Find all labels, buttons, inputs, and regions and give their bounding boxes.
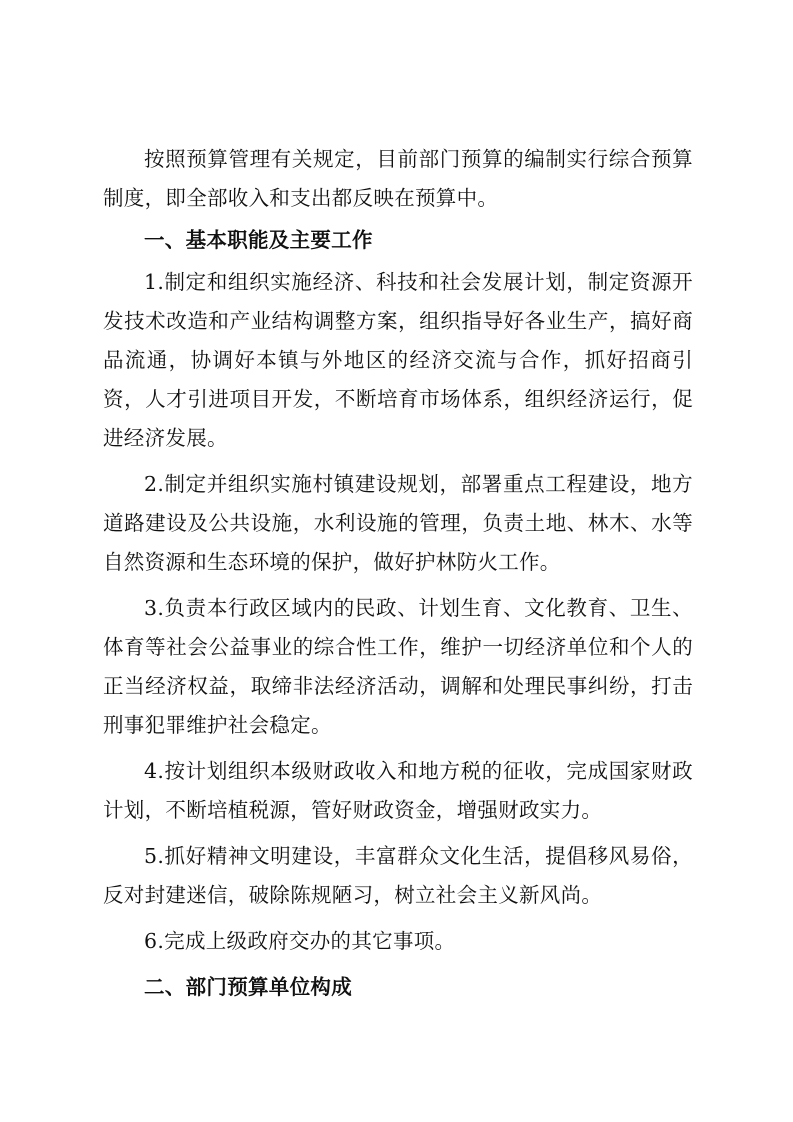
function-item-4: 4.按计划组织本级财政收入和地方税的征收，完成国家财政计划，不断培植税源，管好财政资金，增强财政实力。 <box>103 759 693 822</box>
function-item-3: 3.负责本行政区域内的民政、计划生育、文化教育、卫生、体育等社会公益事业的综合性工作，维护一切经济单位和个人的正当经济权益，取缔非法经济活动，调解和处理民事纠纷，打击刑事犯罪维护社会稳定。 <box>103 596 693 737</box>
function-item-1: 1.制定和组织实施经济、科技和社会发展计划，制定资源开发技术改造和产业结构调整方案，组织指导好各业生产，搞好商品流通，协调好本镇与外地区的经济交流与合作，抓好招商引资，人才引进项目开发，不断培育市场体系，组织经济运行，促进经济发展。 <box>103 270 693 450</box>
section-heading-basic-functions: 一、基本职能及主要工作 <box>144 228 373 252</box>
document-body <box>103 140 693 1007</box>
function-item-5: 5.抓好精神文明建设，丰富群众文化生活，提倡移风易俗，反对封建迷信，破除陈规陋习，树立社会主义新风尚。 <box>103 844 693 907</box>
function-item-6: 6.完成上级政府交办的其它事项。 <box>144 929 456 953</box>
section-heading-budget-units: 二、部门预算单位构成 <box>144 975 352 999</box>
function-item-2: 2.制定并组织实施村镇建设规划，部署重点工程建设，地方道路建设及公共设施，水利设施的管理，负责土地、林木、水等自然资源和生态环境的保护，做好护林防火工作。 <box>103 472 693 574</box>
intro-paragraph: 按照预算管理有关规定，目前部门预算的编制实行综合预算制度，即全部收入和支出都反映在预算中。 <box>103 147 693 210</box>
